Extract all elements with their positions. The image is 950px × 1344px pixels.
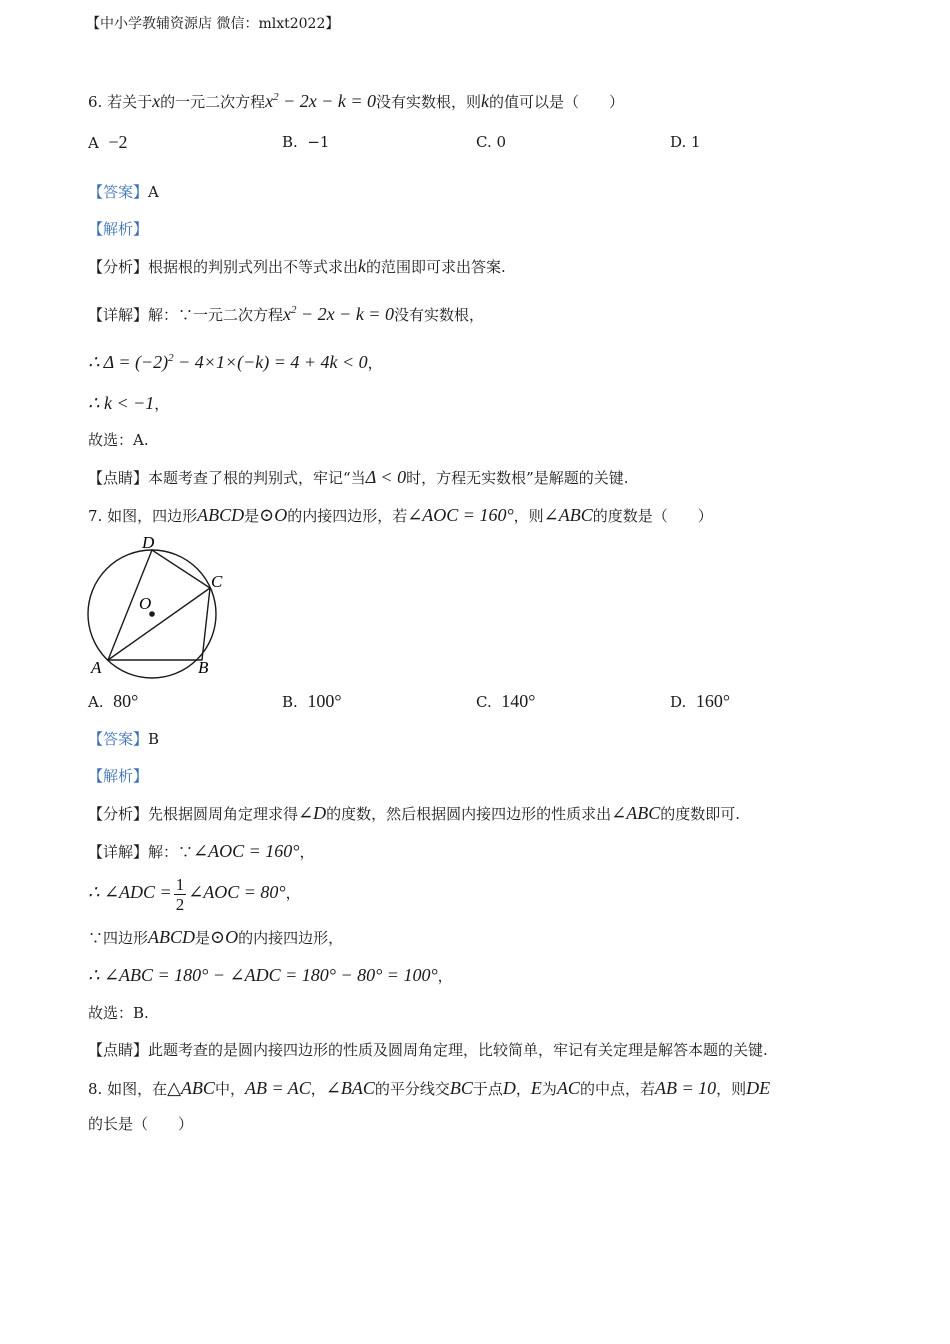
q6-choose: 故选：A. (88, 431, 149, 449)
q7-dianjing: 【点睛】此题考查的是圆内接四边形的性质及圆周角定理，比较简单，牢记有关定理是解答本题的关键. (88, 1041, 768, 1059)
q6-stem: 6. 若关于x的一元二次方程$x^2 - 2x - k = 0$没有实数根，则k的值可以是（ ） (88, 91, 625, 111)
q7-stem: 7. 如图，四边形ABCD是⊙O的内接四边形，若∠AOC = 160°，则∠ABC的度数是（ ） (88, 505, 713, 525)
q8-stem-line1: 8. 如图，在△ABC中，AB = AC，∠BAC的平分线交BC于点D，E为AC的中点，若AB = 10，则DE (88, 1078, 771, 1098)
label-o: O (139, 594, 152, 613)
q7-step2: ∵四边形ABCD是⊙O的内接四边形， (88, 927, 344, 947)
q7-answer: 【答案】B (88, 730, 160, 748)
q6-step2: ∴ k < −1， (88, 393, 170, 413)
q6-equation: $x^2 - 2x - k = 0$ (265, 91, 377, 111)
segment-ac (108, 588, 210, 660)
label-b: B (198, 658, 209, 677)
q7-option-d: D. 160° (670, 691, 731, 711)
q7-analysis-tag: 【解析】 (88, 767, 149, 785)
q6-step1: ∴ $\Delta = (-2)^2 - 4\times 1\times(-k) = 4 + 4k < 0$， (88, 352, 383, 372)
label-a: A (91, 658, 102, 677)
q7-option-c: C. 140° (476, 691, 536, 711)
q7-fenxi: 【分析】先根据圆周角定理求得∠D的度数，然后根据圆内接四边形的性质求出∠ABC的度数即可. (88, 803, 740, 823)
q6-fenxi: 【分析】根据根的判别式列出不等式求出k的范围即可求出答案. (88, 256, 506, 276)
q6-option-d: D. 1 (670, 133, 701, 151)
q6-option-b: B. −1 (282, 133, 330, 151)
q6-analysis-tag: 【解析】 (88, 220, 149, 238)
q8-stem-line2: 的长是（ ） (88, 1115, 194, 1133)
q7-option-b: B. 100° (282, 691, 342, 711)
q6-option-c: C. 0 (476, 133, 507, 151)
fraction-one-half: $\frac{1}{2}$ (175, 874, 185, 914)
q6-option-a: A −2 (88, 132, 128, 152)
q6-dianjing: 【点睛】本题考查了根的判别式，牢记“当Δ < 0时，方程无实数根”是解题的关键. (88, 467, 629, 487)
label-c: C (211, 572, 223, 591)
label-d: D (142, 533, 155, 552)
q7-step3: ∴ ∠ABC = 180° − ∠ADC = 180° − 80° = 100°， (88, 965, 453, 985)
q7-xiangjie: 【详解】解：∵∠AOC = 160°， (88, 841, 315, 861)
q7-figure-inscribed-quadrilateral (84, 530, 234, 680)
page-header: 【中小学教辅资源店 微信：mlxt2022】 (86, 16, 340, 32)
q6-answer: 【答案】A (88, 183, 159, 201)
q7-step1: ∴ ∠ADC = $\frac{1}{2}$ ∠AOC = 80°， (88, 874, 301, 914)
q6-xiangjie: 【详解】解：∵一元二次方程$x^2 - 2x - k = 0$没有实数根， (88, 304, 484, 324)
q7-choose: 故选：B. (88, 1004, 149, 1022)
q7-option-a: A. 80° (88, 691, 139, 711)
